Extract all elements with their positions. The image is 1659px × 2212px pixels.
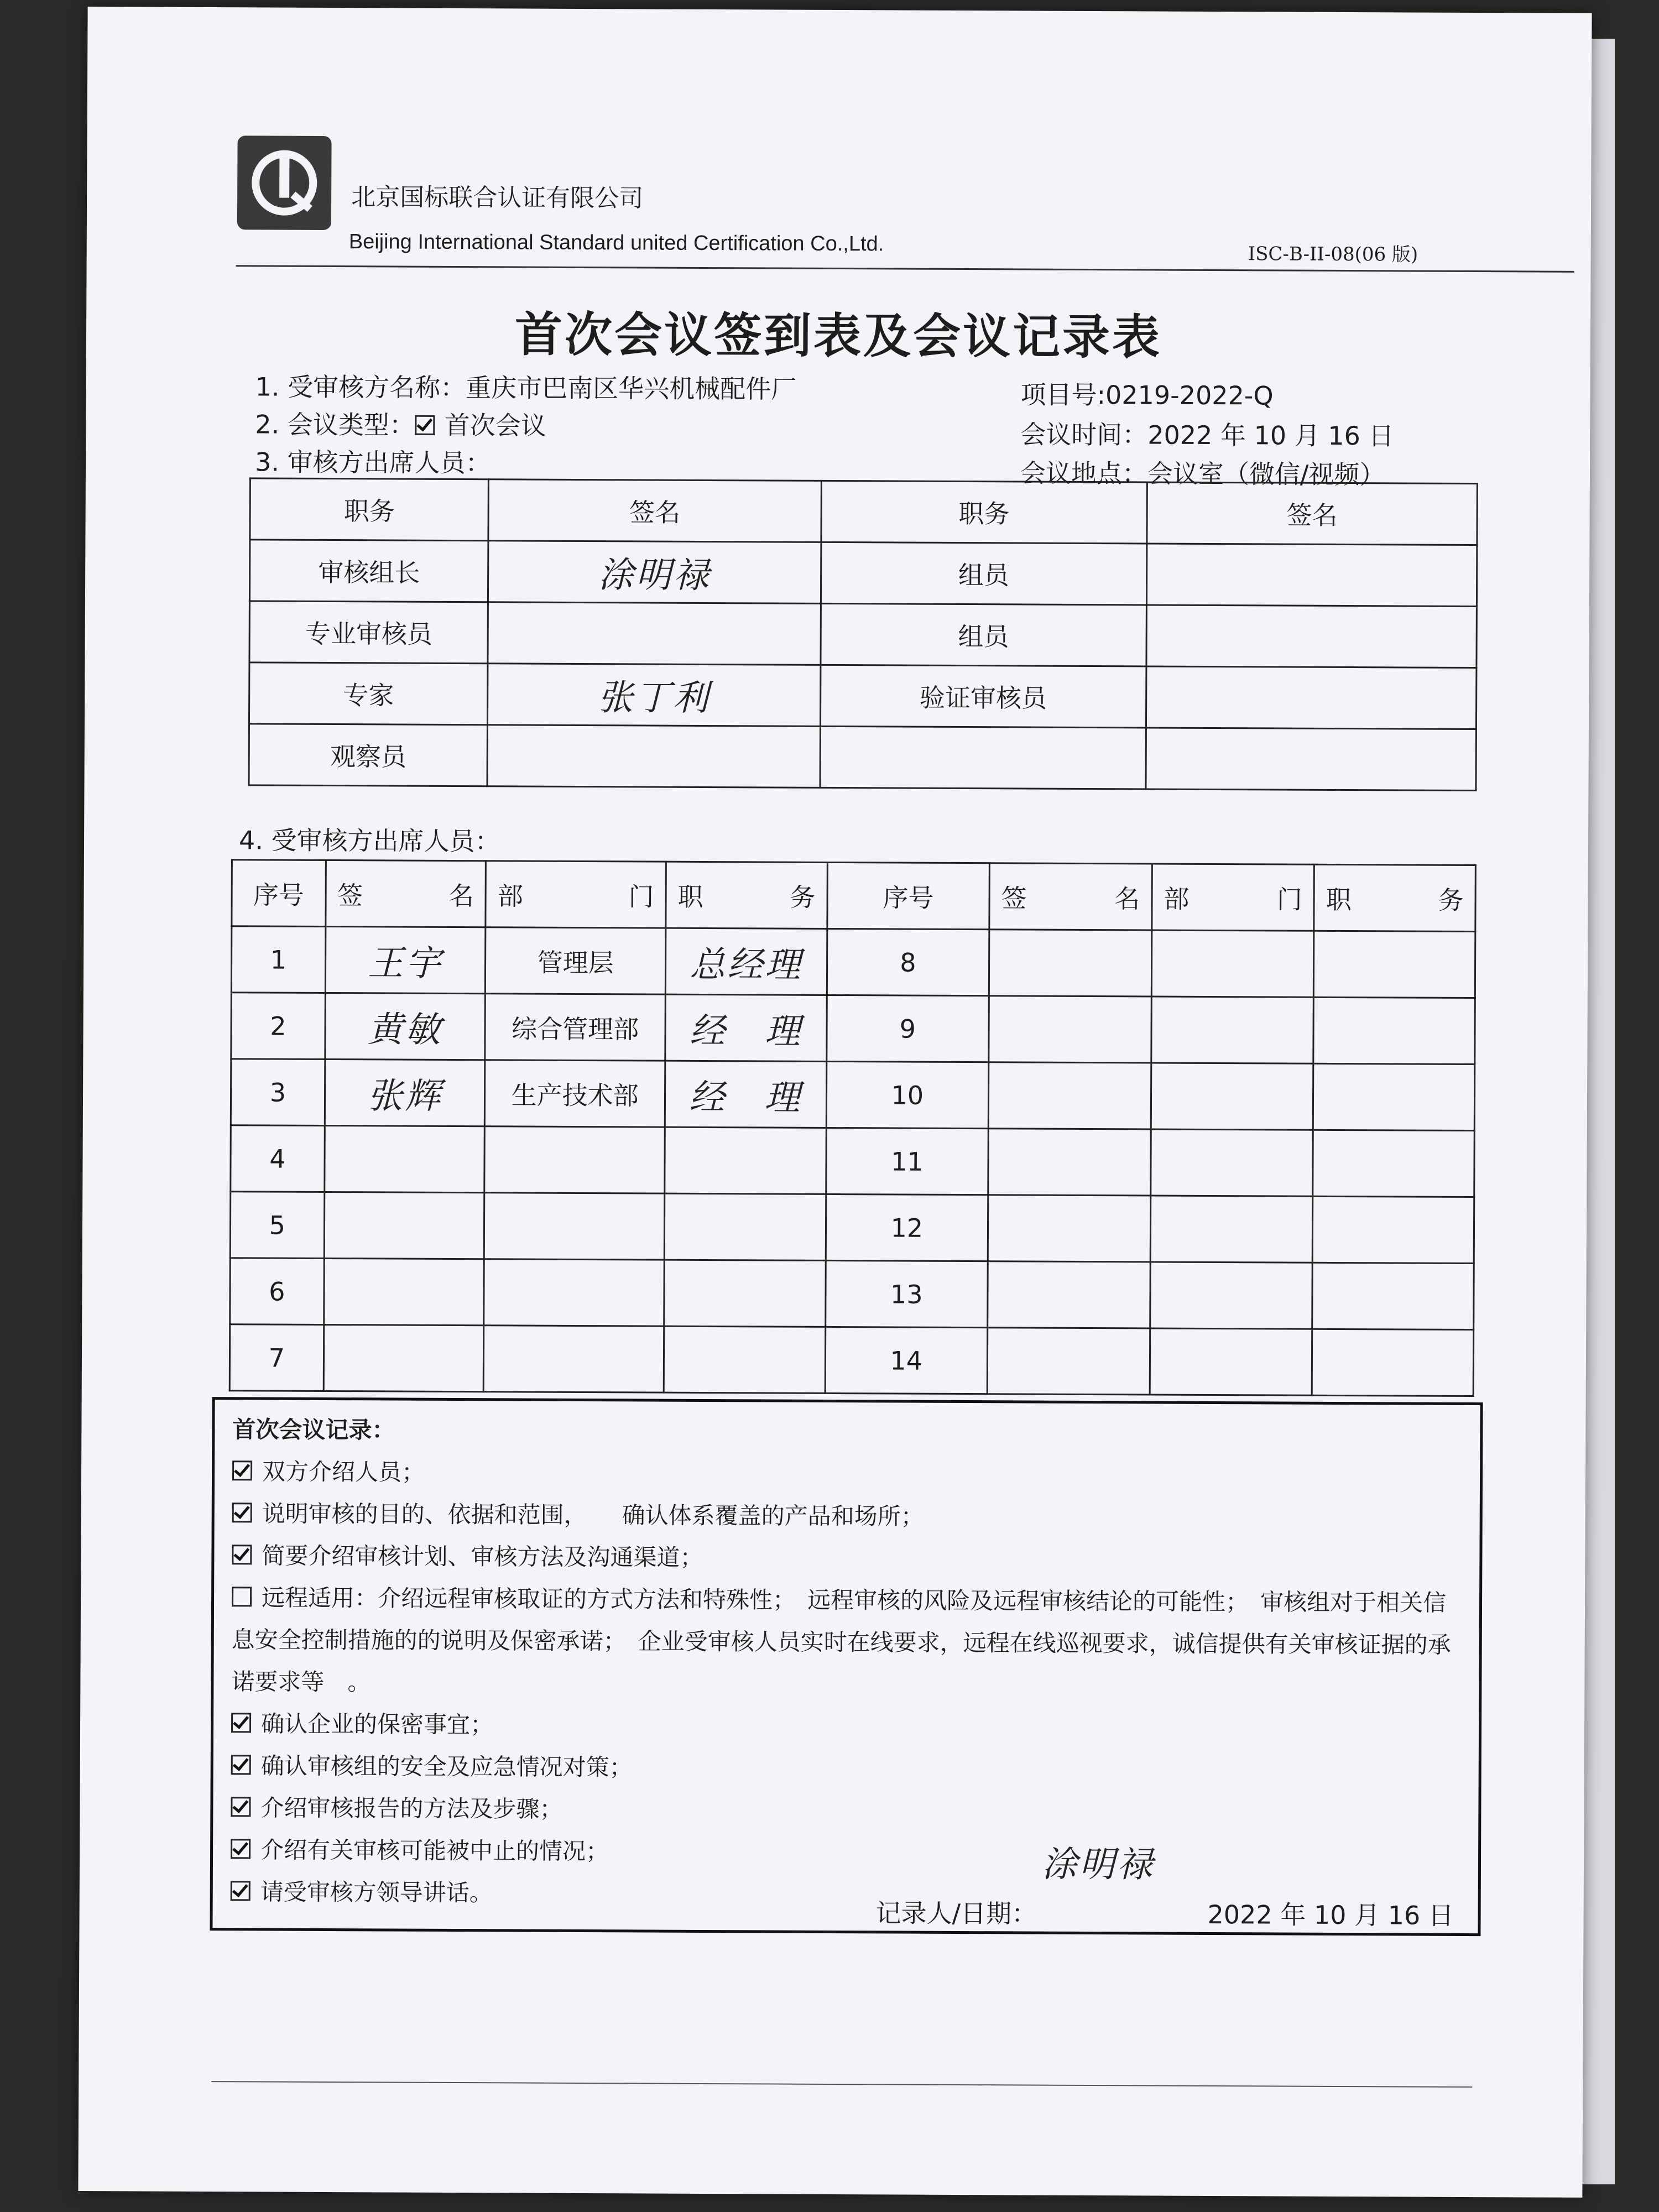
- header-cell: 部 门: [486, 861, 666, 928]
- seq-cell: 12: [826, 1194, 988, 1261]
- checked-checkbox-icon: [232, 1503, 252, 1522]
- header-cell: 签名: [1147, 482, 1478, 545]
- role-cell: 审核组长: [249, 540, 488, 602]
- meeting-type-checkbox: [415, 415, 435, 435]
- table-row: [231, 1059, 1475, 1131]
- signature-cell: [324, 1258, 484, 1325]
- signature-cell: [1146, 728, 1477, 791]
- seq-cell: 11: [826, 1128, 988, 1194]
- note-item: 介绍审核报告的方法及步骤；: [231, 1787, 1462, 1834]
- seq-cell: 4: [231, 1125, 325, 1192]
- note-item: 确认审核组的安全及应急情况对策；: [231, 1745, 1462, 1792]
- role-cell: 观察员: [249, 724, 488, 786]
- company-name-en: Beijing International Standard united Certification Co.,Ltd.: [348, 230, 884, 256]
- dept-cell: 生产技术部: [485, 1060, 665, 1127]
- auditee-name: 1. 受审核方名称：重庆市巴南区华兴机械配件厂: [255, 372, 797, 404]
- post-cell: [664, 1260, 826, 1327]
- auditee-attendees-label: 4. 受审核方出席人员：: [238, 825, 500, 857]
- meeting-time: 会议时间：2022 年 10 月 16 日: [1020, 419, 1394, 451]
- dept-cell: [484, 1193, 665, 1260]
- footer-divider: [211, 2081, 1472, 2088]
- post-cell: [664, 1326, 825, 1393]
- table-row: [231, 926, 1475, 998]
- header-cell: 职 务: [1314, 864, 1475, 931]
- post-cell: 总经理: [665, 928, 827, 995]
- checked-checkbox-icon: [231, 1881, 251, 1901]
- signature-cell: 张丁利: [488, 664, 821, 727]
- header-cell: 签 名: [326, 860, 486, 927]
- seq-cell: 7: [229, 1324, 324, 1391]
- table-row: [230, 1192, 1474, 1264]
- header-cell: 部 门: [1152, 864, 1314, 931]
- note-item: 确认企业的保密事宜；: [231, 1703, 1462, 1750]
- meeting-notes-box: [210, 1397, 1483, 1936]
- seq-cell: 3: [231, 1059, 325, 1126]
- seq-cell: 2: [231, 993, 325, 1060]
- dept-cell: 综合管理部: [485, 994, 665, 1061]
- header-cell: 签 名: [989, 863, 1152, 930]
- seq-cell: 8: [827, 928, 989, 995]
- checked-checkbox-icon: [231, 1755, 251, 1775]
- checked-checkbox-icon: [232, 1460, 252, 1480]
- dept-cell: [484, 1259, 664, 1326]
- seq-cell: 14: [825, 1327, 988, 1394]
- table-header-row: [250, 478, 1477, 545]
- table-header-row: [232, 860, 1476, 932]
- project-number: 项目号:0219-2022-Q: [1020, 379, 1274, 411]
- company-name-cn: 北京国标联合认证有限公司: [351, 183, 644, 213]
- notes-title: 首次会议记录：: [232, 1416, 395, 1444]
- header-cell: 职务: [250, 478, 489, 541]
- header-cell: 序号: [827, 862, 989, 929]
- checked-checkbox-icon: [231, 1797, 251, 1817]
- signature-cell: 张辉: [325, 1059, 485, 1126]
- table-row: [231, 993, 1475, 1065]
- table-row: [230, 1258, 1474, 1330]
- recorder-signature: 涂明禄: [1041, 1844, 1155, 1886]
- role-cell: 专业审核员: [249, 601, 488, 664]
- signature-cell: [1146, 605, 1477, 668]
- seq-cell: 13: [825, 1260, 988, 1327]
- post-cell: 经 理: [665, 994, 827, 1061]
- auditor-table: [248, 477, 1478, 791]
- meeting-type: 2. 会议类型： 首次会议: [255, 409, 546, 441]
- table-row: [249, 540, 1477, 607]
- signature-cell: [487, 725, 820, 788]
- note-item: 双方介绍人员；: [232, 1451, 1463, 1498]
- role-cell: 验证审核员: [820, 665, 1146, 728]
- auditor-attendees-label: 3. 审核方出席人员：: [254, 447, 491, 478]
- seq-cell: 5: [230, 1192, 324, 1259]
- signature-cell: [1146, 544, 1477, 607]
- seq-cell: 6: [230, 1258, 324, 1325]
- note-item: 请受审核方领导讲话。: [231, 1871, 1462, 1918]
- note-item: 远程适用：介绍远程审核取证的方式方法和特殊性； 远程审核的风险及远程审核结论的可能性； 审核组对于相关信息安全控制措施的的说明及保密承诺； 企业受审核人员实时在线要求，远程在线巡视要求，诚信提供有关审核证据的承诺要求等 。: [231, 1584, 1451, 1696]
- note-item: 介绍有关审核可能被中止的情况；: [231, 1829, 1462, 1876]
- post-cell: 经 理: [665, 1061, 826, 1128]
- meeting-place: 会议地点：会议室（微信/视频）: [1020, 458, 1385, 490]
- dept-cell: 管理层: [486, 927, 666, 994]
- auditee-table: [229, 859, 1477, 1397]
- role-cell: [820, 726, 1146, 789]
- header-cell: 职务: [821, 481, 1147, 544]
- checked-checkbox-icon: [231, 1713, 251, 1733]
- header-divider: [236, 265, 1574, 273]
- signature-cell: 涂明禄: [488, 541, 821, 604]
- role-cell: 组员: [821, 542, 1147, 605]
- document-number: ISC-B-II-08(06 版): [1248, 243, 1418, 266]
- signature-cell: [324, 1192, 484, 1259]
- table-row: [229, 1324, 1474, 1396]
- recorder-label: 记录人/日期：: [875, 1898, 1037, 1929]
- role-cell: 专家: [249, 662, 488, 725]
- post-cell: [665, 1127, 826, 1194]
- company-logo-icon: [237, 135, 332, 230]
- signature-cell: 黄敏: [325, 993, 486, 1060]
- dept-cell: [484, 1126, 665, 1193]
- table-row: [231, 1125, 1475, 1197]
- seq-cell: 1: [231, 926, 325, 993]
- table-row: [249, 662, 1476, 729]
- signature-cell: [325, 1125, 485, 1192]
- dept-cell: [484, 1326, 664, 1392]
- document-page: [78, 7, 1592, 2198]
- table-row: [249, 724, 1476, 791]
- seq-cell: 9: [826, 995, 989, 1062]
- checked-checkbox-icon: [231, 1839, 251, 1859]
- signature-cell: 王宇: [325, 926, 486, 993]
- checked-checkbox-icon: [232, 1545, 252, 1564]
- page-title: 首次会议签到表及会议记录表: [514, 307, 1162, 366]
- note-item: 简要介绍审核计划、审核方法及沟通渠道；: [232, 1535, 1463, 1582]
- record-date: 2022 年 10 月 16 日: [1207, 1899, 1454, 1931]
- role-cell: 组员: [821, 603, 1147, 666]
- seq-cell: 10: [826, 1061, 989, 1128]
- header-cell: 职 务: [666, 862, 827, 928]
- signature-cell: [488, 602, 821, 665]
- signature-cell: [324, 1324, 484, 1391]
- signature-cell: [1146, 666, 1477, 729]
- header-cell: 签名: [488, 479, 821, 542]
- header-cell: 序号: [232, 860, 326, 927]
- unchecked-checkbox-icon: [232, 1587, 252, 1606]
- note-item: 说明审核的目的、依据和范围， 确认体系覆盖的产品和场所；: [232, 1493, 1463, 1540]
- table-row: [249, 601, 1477, 668]
- post-cell: [664, 1193, 826, 1260]
